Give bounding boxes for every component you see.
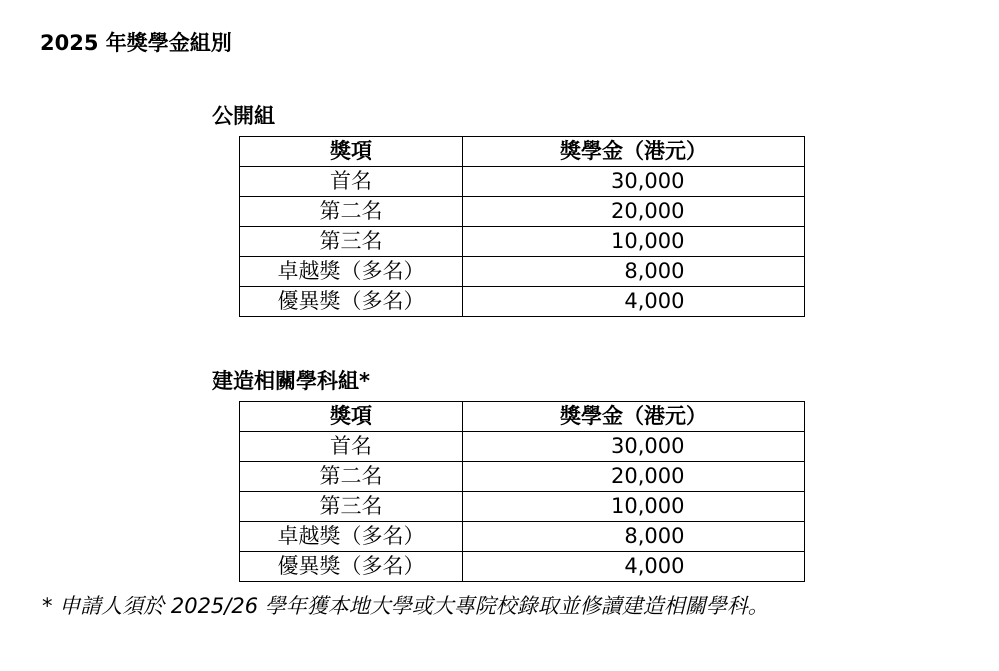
- table-header-row: [240, 137, 805, 167]
- amount-cell: [463, 257, 805, 287]
- amount-cell: [463, 287, 805, 317]
- amount-value: 4,000: [624, 289, 685, 313]
- amount-cell: [463, 492, 805, 522]
- amount-cell: [463, 552, 805, 582]
- amount-cell: [463, 432, 805, 462]
- award-cell: 第二名: [240, 462, 463, 492]
- table-header-row: [240, 402, 805, 432]
- amount-cell: [463, 522, 805, 552]
- award-cell: 第二名: [240, 197, 463, 227]
- amount-value: 10,000: [611, 494, 685, 518]
- section-heading-construction: 建造相關學科組*: [212, 369, 370, 393]
- amount-value: 4,000: [624, 554, 685, 578]
- award-cell: 卓越獎（多名）: [240, 257, 463, 287]
- amount-value: 20,000: [611, 199, 685, 223]
- table-row: [240, 167, 805, 197]
- award-cell: 首名: [240, 167, 463, 197]
- amount-value: 8,000: [624, 259, 685, 283]
- footnote: * 申請人須於 2025/26 學年獲本地大學或大專院校錄取並修讀建造相關學科。: [42, 594, 769, 618]
- prize-table-construction: [239, 401, 805, 582]
- column-header-award: 獎項: [240, 137, 463, 167]
- table-row: [240, 552, 805, 582]
- amount-cell: [463, 167, 805, 197]
- column-header-award: 獎項: [240, 402, 463, 432]
- table-row: [240, 287, 805, 317]
- page-title: 2025 年獎學金組別: [40, 31, 232, 55]
- amount-value: 10,000: [611, 229, 685, 253]
- award-cell: 卓越獎（多名）: [240, 522, 463, 552]
- table-row: [240, 432, 805, 462]
- award-cell: 優異獎（多名）: [240, 287, 463, 317]
- amount-value: 30,000: [611, 434, 685, 458]
- amount-value: 30,000: [611, 169, 685, 193]
- award-cell: 優異獎（多名）: [240, 552, 463, 582]
- award-cell: 首名: [240, 432, 463, 462]
- table-row: [240, 197, 805, 227]
- amount-cell: [463, 462, 805, 492]
- award-cell: 第三名: [240, 492, 463, 522]
- amount-value: 20,000: [611, 464, 685, 488]
- amount-value: 8,000: [624, 524, 685, 548]
- table-row: [240, 257, 805, 287]
- table-row: [240, 492, 805, 522]
- table-row: [240, 522, 805, 552]
- amount-cell: [463, 197, 805, 227]
- award-cell: 第三名: [240, 227, 463, 257]
- amount-cell: [463, 227, 805, 257]
- prize-table-open: [239, 136, 805, 317]
- table-row: [240, 227, 805, 257]
- column-header-amount: 獎學金（港元）: [463, 137, 805, 167]
- table-row: [240, 462, 805, 492]
- section-heading-open: 公開組: [212, 104, 275, 128]
- column-header-amount: 獎學金（港元）: [463, 402, 805, 432]
